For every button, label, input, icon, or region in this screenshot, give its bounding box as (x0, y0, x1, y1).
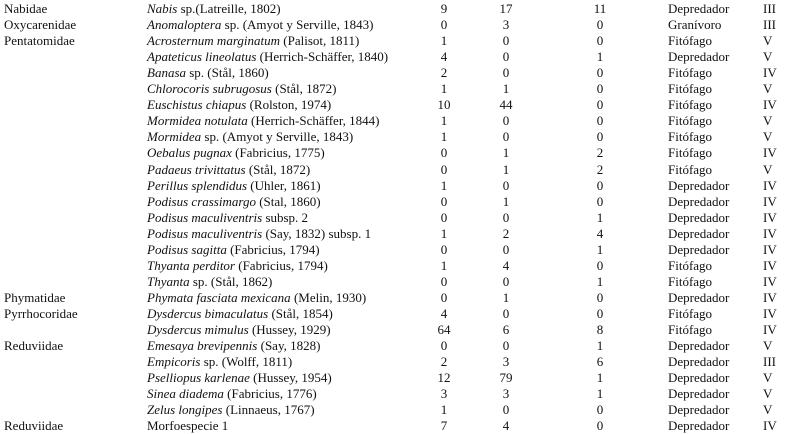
class-cell: IV (763, 418, 777, 434)
count-cell-2: 0 (502, 305, 510, 321)
species-cell (147, 65, 269, 81)
species-cell (147, 178, 321, 194)
table-row (0, 113, 800, 129)
count-cell-2: 1 (502, 289, 510, 305)
count-cell-2: 4 (502, 257, 510, 273)
species-author: (Uhler, 1861) (247, 177, 321, 193)
table-row (0, 306, 800, 322)
species-author: subsp. 2 (262, 209, 309, 225)
table-row (0, 129, 800, 145)
table-row (0, 162, 800, 178)
species-cell (147, 402, 315, 418)
feeding-group-cell: Depredador (668, 418, 730, 434)
feeding-group-cell: Depredador (668, 241, 730, 257)
class-cell: IV (763, 193, 777, 209)
feeding-group-cell: Depredador (668, 225, 730, 241)
species-cell (147, 162, 310, 178)
class-cell: V (763, 113, 773, 129)
count-cell-1: 3 (440, 386, 448, 402)
species-author: (Palisot, 1811) (280, 33, 360, 49)
feeding-group-cell: Depredador (668, 402, 730, 418)
count-cell-2: 0 (502, 65, 510, 81)
count-cell-1: 0 (440, 289, 448, 305)
species-name: Thyanta perditor (147, 257, 235, 273)
table-row (0, 354, 800, 370)
count-cell-2: 6 (502, 322, 510, 337)
species-name: Emesaya brevipennis (147, 338, 258, 354)
count-cell-3: 0 (596, 97, 604, 113)
family-cell: Nabidae (4, 1, 48, 16)
count-cell-1: 2 (440, 65, 448, 81)
count-cell-3: 1 (596, 209, 604, 225)
species-name: Oebalus pugnax (147, 145, 232, 161)
count-cell-1: 7 (440, 418, 448, 434)
species-author: sp. (Stål, 1862) (189, 273, 273, 289)
species-author: (Hussey, 1954) (249, 370, 332, 386)
class-cell: V (763, 402, 773, 418)
species-name: Chlorocoris subrugosus (147, 81, 272, 97)
class-cell: IV (763, 305, 777, 321)
species-author: (Rolston, 1974) (246, 97, 332, 113)
species-cell (147, 354, 292, 370)
table-row (0, 210, 800, 226)
class-cell: V (763, 49, 773, 65)
count-cell-3: 0 (596, 193, 604, 209)
species-author: sp. (Stål, 1860) (186, 65, 269, 81)
count-cell-1: 0 (440, 338, 448, 354)
species-name: Anomaloptera (147, 17, 222, 33)
count-cell-1: 0 (440, 161, 448, 177)
class-cell: V (763, 81, 773, 97)
class-cell: III (763, 354, 776, 370)
species-cell (147, 370, 332, 386)
family-cell: Reduviidae (4, 418, 64, 434)
table-row (0, 65, 800, 81)
class-cell: III (763, 17, 776, 33)
species-cell (147, 338, 320, 354)
family-cell: Pentatomidae (4, 33, 75, 49)
count-cell-3: 1 (596, 386, 604, 402)
count-cell-3: 0 (596, 81, 604, 97)
feeding-group-cell: Depredador (668, 177, 730, 193)
count-cell-3: 0 (596, 177, 604, 193)
table-row (0, 258, 800, 274)
species-author: sp. (Amyot y Serville, 1843) (201, 129, 354, 145)
species-author: sp.(Latreille, 1802) (177, 1, 281, 16)
count-cell-1: 4 (440, 49, 448, 65)
count-cell-1: 0 (440, 241, 448, 257)
species-author: (Hussey, 1929) (248, 322, 331, 337)
species-author: (Fabricius, 1794) (226, 241, 320, 257)
count-cell-1: 9 (440, 1, 448, 16)
feeding-group-cell: Fitófago (668, 81, 713, 97)
count-cell-2: 0 (502, 338, 510, 354)
table-row (0, 338, 800, 354)
feeding-group-cell: Fitófago (668, 322, 713, 337)
table-row (0, 322, 800, 338)
species-author: (Fabricius, 1776) (223, 386, 317, 402)
count-cell-1: 0 (440, 145, 448, 161)
family-cell: Pyrrhocoridae (4, 305, 78, 321)
table-row (0, 1, 800, 17)
class-cell: IV (763, 225, 777, 241)
feeding-group-cell: Fitófago (668, 257, 713, 273)
species-author: (Say, 1832) subsp. 1 (262, 225, 372, 241)
count-cell-2: 0 (502, 177, 510, 193)
count-cell-2: 0 (502, 129, 510, 145)
species-author: (Linnaeus, 1767) (222, 402, 315, 418)
count-cell-1: 1 (440, 257, 448, 273)
species-name: Apateticus lineolatus (147, 49, 257, 65)
species-author: (Fabricius, 1794) (235, 257, 328, 273)
class-cell: V (763, 386, 773, 402)
feeding-group-cell: Fitófago (668, 305, 713, 321)
table-row (0, 402, 800, 418)
species-cell (147, 129, 353, 145)
count-cell-3: 1 (596, 338, 604, 354)
count-cell-3: 1 (596, 273, 604, 289)
class-cell: IV (763, 257, 777, 273)
table-row (0, 178, 800, 194)
class-cell: V (763, 370, 773, 386)
species-cell (147, 1, 281, 17)
count-cell-3: 0 (596, 17, 604, 33)
count-cell-2: 79 (499, 370, 513, 386)
species-cell (147, 322, 331, 338)
table-row (0, 386, 800, 402)
count-cell-3: 4 (596, 225, 604, 241)
species-name: Podisus crassimargo (147, 193, 256, 209)
species-name: Thyanta (147, 273, 190, 289)
count-cell-3: 1 (596, 241, 604, 257)
feeding-group-cell: Fitófago (668, 273, 713, 289)
species-name: Podisus maculiventris (147, 209, 263, 225)
count-cell-2: 1 (502, 81, 510, 97)
count-cell-2: 0 (502, 113, 510, 129)
species-cell (147, 226, 371, 242)
count-cell-1: 10 (437, 97, 451, 113)
table-row (0, 226, 800, 242)
feeding-group-cell: Depredador (668, 193, 730, 209)
class-cell: V (763, 338, 773, 354)
species-author: (Fabricius, 1775) (231, 145, 325, 161)
table-row (0, 81, 800, 97)
count-cell-1: 64 (437, 322, 451, 337)
species-name: Phymata fasciata mexicana (147, 289, 291, 305)
feeding-group-cell: Depredador (668, 289, 730, 305)
species-cell (147, 17, 373, 33)
species-author: sp. (Wolff, 1811) (200, 354, 293, 370)
species-cell (147, 81, 337, 97)
count-cell-2: 1 (502, 193, 510, 209)
species-author: (Stål, 1872) (245, 161, 311, 177)
class-cell: IV (763, 322, 777, 337)
count-cell-3: 8 (596, 322, 604, 337)
class-cell: IV (763, 241, 777, 257)
feeding-group-cell: Fitófago (668, 97, 713, 113)
count-cell-1: 1 (440, 402, 448, 418)
species-cell (147, 49, 388, 65)
species-cell (147, 145, 325, 161)
count-cell-1: 0 (440, 17, 448, 33)
count-cell-2: 2 (502, 225, 510, 241)
class-cell: IV (763, 97, 777, 113)
count-cell-3: 1 (596, 49, 604, 65)
species-name: Pselliopus karlenae (147, 370, 250, 386)
species-name: Podisus maculiventris (147, 225, 263, 241)
species-author: Morfoespecie 1 (147, 418, 229, 434)
species-author: (Herrich-Schäffer, 1844) (247, 113, 380, 129)
count-cell-1: 0 (440, 273, 448, 289)
species-cell (147, 194, 321, 210)
count-cell-1: 1 (440, 225, 448, 241)
species-name: Mormidea (147, 129, 202, 145)
count-cell-1: 1 (440, 81, 448, 97)
table-row (0, 145, 800, 161)
count-cell-2: 3 (502, 386, 510, 402)
table-row (0, 370, 800, 386)
count-cell-3: 0 (596, 305, 604, 321)
class-cell: V (763, 129, 773, 145)
family-cell: Phymatidae (4, 289, 66, 305)
species-cell (147, 290, 366, 306)
species-name: Sinea diadema (147, 386, 224, 402)
species-name: Mormidea notulata (147, 113, 248, 129)
feeding-group-cell: Fitófago (668, 161, 713, 177)
feeding-group-cell: Depredador (668, 370, 730, 386)
count-cell-2: 0 (502, 49, 510, 65)
species-cell (147, 258, 328, 274)
species-name: Dysdercus mimulus (147, 322, 249, 337)
feeding-group-cell: Fitófago (668, 129, 713, 145)
feeding-group-cell: Fitófago (668, 65, 713, 81)
species-cell (147, 210, 308, 226)
species-cell (147, 306, 333, 322)
species-author: (Stål, 1854) (268, 305, 333, 321)
count-cell-3: 2 (596, 161, 604, 177)
species-author: (Herrich-Schäffer, 1840) (256, 49, 389, 65)
table-row (0, 97, 800, 113)
count-cell-3: 6 (596, 354, 604, 370)
species-cell (147, 418, 228, 434)
species-name: Empicoris (147, 354, 201, 370)
species-author: (Say, 1828) (257, 338, 321, 354)
species-cell (147, 242, 320, 258)
table-row (0, 274, 800, 290)
species-author: (Melin, 1930) (290, 289, 367, 305)
count-cell-2: 44 (499, 97, 513, 113)
species-name: Podisus sagitta (147, 241, 227, 257)
species-author: sp. (Amyot y Serville, 1843) (221, 17, 374, 33)
count-cell-3: 0 (596, 257, 604, 273)
count-cell-2: 0 (502, 273, 510, 289)
species-name: Nabis (147, 1, 178, 16)
count-cell-3: 11 (593, 1, 607, 16)
species-cell (147, 274, 272, 290)
count-cell-3: 1 (596, 370, 604, 386)
class-cell: IV (763, 177, 777, 193)
table-row (0, 33, 800, 49)
class-cell: IV (763, 145, 777, 161)
count-cell-1: 0 (440, 193, 448, 209)
count-cell-3: 0 (596, 65, 604, 81)
count-cell-2: 0 (502, 402, 510, 418)
count-cell-3: 0 (596, 418, 604, 434)
species-cell (147, 33, 359, 49)
count-cell-1: 2 (440, 354, 448, 370)
feeding-group-cell: Depredador (668, 354, 730, 370)
species-name: Zelus longipes (147, 402, 223, 418)
class-cell: IV (763, 289, 777, 305)
count-cell-3: 0 (596, 33, 604, 49)
count-cell-1: 1 (440, 113, 448, 129)
count-cell-2: 1 (502, 161, 510, 177)
table-row (0, 49, 800, 65)
count-cell-2: 0 (502, 241, 510, 257)
feeding-group-cell: Fitófago (668, 145, 713, 161)
species-name: Euschistus chiapus (147, 97, 247, 113)
species-name: Acrosternum marginatum (147, 33, 281, 49)
count-cell-3: 0 (596, 289, 604, 305)
species-name: Perillus splendidus (147, 177, 248, 193)
count-cell-2: 3 (502, 17, 510, 33)
count-cell-1: 1 (440, 33, 448, 49)
species-author: (Stal, 1860) (255, 193, 321, 209)
table-row (0, 418, 800, 434)
feeding-group-cell: Fitófago (668, 113, 713, 129)
class-cell: V (763, 33, 773, 49)
table-row (0, 290, 800, 306)
class-cell: IV (763, 209, 777, 225)
species-cell (147, 113, 379, 129)
feeding-group-cell: Fitófago (668, 33, 713, 49)
count-cell-1: 4 (440, 305, 448, 321)
count-cell-3: 2 (596, 145, 604, 161)
species-author: (Stål, 1872) (271, 81, 337, 97)
count-cell-2: 1 (502, 145, 510, 161)
class-cell: IV (763, 273, 777, 289)
table-row (0, 17, 800, 33)
feeding-group-cell: Depredador (668, 338, 730, 354)
count-cell-3: 0 (596, 402, 604, 418)
count-cell-1: 1 (440, 129, 448, 145)
count-cell-2: 4 (502, 418, 510, 434)
class-cell: V (763, 161, 773, 177)
count-cell-1: 12 (437, 370, 451, 386)
species-name: Dysdercus bimaculatus (147, 305, 269, 321)
class-cell: IV (763, 65, 777, 81)
family-cell: Reduviidae (4, 338, 64, 354)
count-cell-2: 0 (502, 209, 510, 225)
species-name: Padaeus trivittatus (147, 161, 246, 177)
family-cell: Oxycarenidae (4, 17, 77, 33)
count-cell-1: 0 (440, 209, 448, 225)
table-row (0, 242, 800, 258)
count-cell-2: 17 (499, 1, 513, 16)
feeding-group-cell: Granívoro (668, 17, 722, 33)
feeding-group-cell: Depredador (668, 49, 730, 65)
species-name: Banasa (147, 65, 186, 81)
count-cell-3: 0 (596, 113, 604, 129)
feeding-group-cell: Depredador (668, 1, 730, 16)
count-cell-2: 0 (502, 33, 510, 49)
class-cell: III (763, 1, 776, 16)
count-cell-3: 0 (596, 129, 604, 145)
species-cell (147, 97, 331, 113)
count-cell-1: 1 (440, 177, 448, 193)
species-cell (147, 386, 317, 402)
feeding-group-cell: Depredador (668, 386, 730, 402)
table-row (0, 194, 800, 210)
feeding-group-cell: Depredador (668, 209, 730, 225)
count-cell-2: 3 (502, 354, 510, 370)
